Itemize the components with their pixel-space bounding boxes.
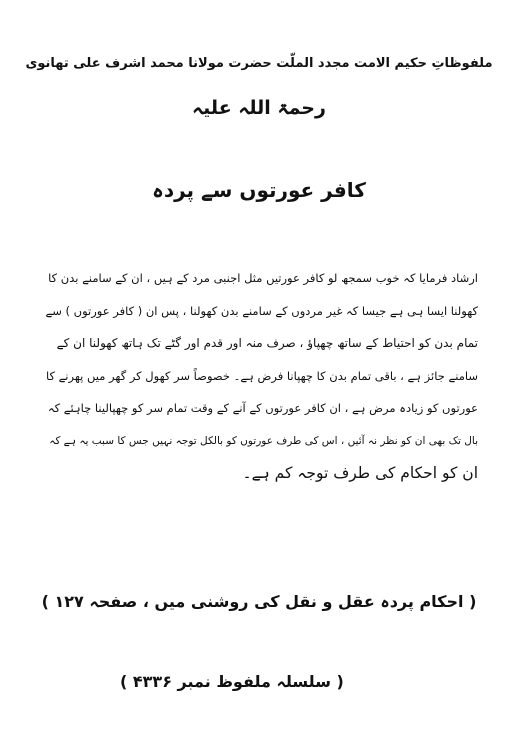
body-line: ارشاد فرمایا کہ خوب سمجھ لو کافر عورتیں مثل اجنبی مرد کے ہیں ، ان کے سامنے بدن کا [48, 271, 478, 285]
series-number: ( سلسلہ ملفوظ نمبر ۴۳۳۶ ) [120, 672, 344, 691]
body-line: کھولنا ایسا ہی ہے جیسا کہ غیر مردوں کے سامنے بدن کھولنا ، پس ان ( کافر عورتوں ) سے [45, 303, 478, 318]
body-line: عورتوں کو زیادہ مرض ہے ، ان کافر عورتوں کے آنے کے وقت تمام سر کو چھپالینا چاہئے کہ [47, 401, 478, 415]
title-line-2: رحمۃ اللہ علیہ [192, 97, 326, 119]
body-line: سامنے جائز ہے ، باقی تمام بدن کا چھپانا فرض ہے۔ خصوصاً سر کھول کر گھر میں پھرنے کا [45, 368, 478, 383]
source-reference: ( احکام پردہ عقل و نقل کی روشنی میں ، صفحہ ۱۲۷ ) [41, 592, 477, 611]
section-heading: کافر عورتوں سے پردہ [152, 178, 366, 202]
body-line: ان کو احکام کی طرف توجہ کم ہے۔ [242, 464, 478, 482]
title-line-1: ملفوظاتِ حکیم الامت مجدد الملّت حضرت مولانا محمد اشرف علی تھانوی [25, 56, 493, 71]
body-line: تمام بدن کو احتیاط کے ساتھ چھپاؤ ، صرف منہ اور قدم اور گٹے تک ہاتھ کھولنا ان کے [56, 336, 478, 350]
body-line: بال تک بھی ان کو نظر نہ آئیں ، اس کی طرف عورتوں کو بالکل توجہ نہیں جس کا سبب یہ ہے کہ [49, 434, 478, 447]
body-text [40, 262, 478, 490]
page-title [20, 42, 498, 130]
